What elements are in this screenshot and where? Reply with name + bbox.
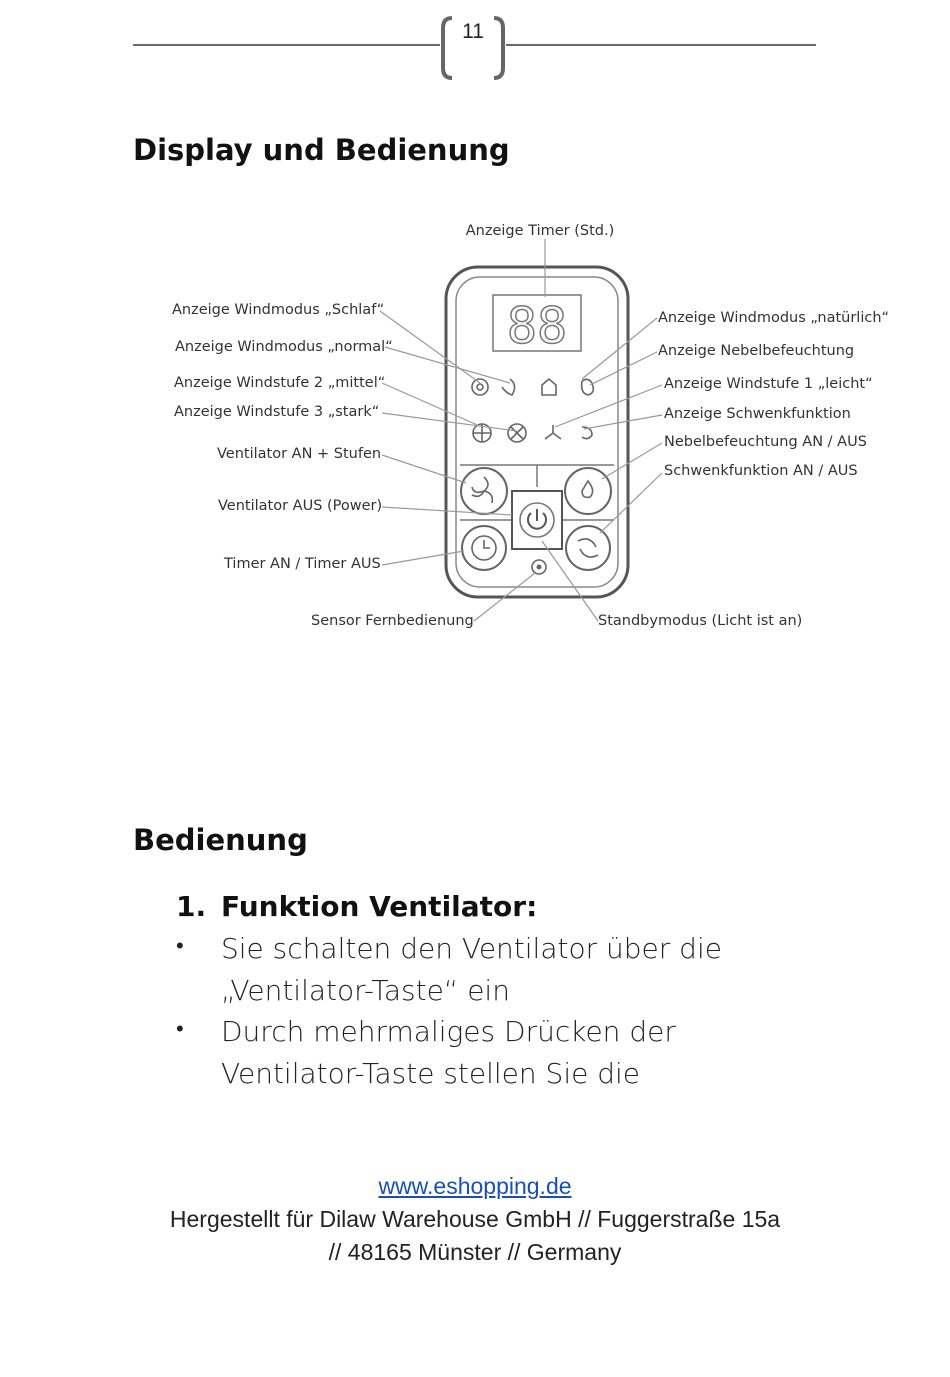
label-sensor: Sensor Fernbedienung [311, 613, 474, 629]
fan-button [461, 468, 507, 514]
footer-address-line-2: // 48165 Münster // Germany [328, 1239, 622, 1265]
list-item-text: Durch mehrmaliges Drücken der Ventilator-Taste stellen Sie die [221, 1015, 676, 1090]
svg-text:88: 88 [506, 297, 568, 355]
swing-button [566, 526, 610, 570]
label-timer-button: Timer AN / Timer AUS [224, 556, 381, 572]
label-fan-speed-3: Anzeige Windstufe 3 „stark“ [174, 404, 380, 420]
label-swing-indicator: Anzeige Schwenkfunktion [664, 406, 851, 422]
label-timer: Anzeige Timer (Std.) [465, 223, 615, 239]
bullet-icon: • [176, 934, 184, 959]
label-natural-mode: Anzeige Windmodus „natürlich“ [658, 310, 890, 326]
timer-button [462, 526, 506, 570]
label-fan-speed-1: Anzeige Windstufe 1 „leicht“ [664, 376, 873, 392]
list-item-text: Sie schalten den Ventilator über die „Ventilator-Taste“ ein [221, 932, 722, 1007]
footer-address-line-1: Hergestellt für Dilaw Warehouse GmbH // Fuggerstraße 15a [169, 1206, 781, 1232]
section-title-display: Display und Bedienung [133, 133, 510, 167]
bullet-icon: • [176, 1017, 184, 1042]
section-title-operation: Bedienung [133, 823, 308, 857]
control-panel-diagram [170, 215, 890, 635]
list-number: 1. [176, 890, 207, 923]
footer [0, 1170, 950, 1269]
humidify-button [565, 468, 611, 514]
label-swing-button: Schwenkfunktion AN / AUS [664, 463, 858, 479]
page-number: 11 [462, 20, 484, 43]
footer-link[interactable]: www.eshopping.de [378, 1173, 572, 1199]
label-standby: Standbymodus (Licht ist an) [598, 613, 803, 629]
label-normal-mode: Anzeige Windmodus „normal“ [175, 339, 393, 355]
label-humidify-button: Nebelbefeuchtung AN / AUS [664, 434, 867, 450]
label-fan-speed-2: Anzeige Windstufe 2 „mittel“ [174, 375, 386, 391]
label-humidify-indicator: Anzeige Nebelbefeuchtung [658, 343, 855, 359]
label-sleep-mode: Anzeige Windmodus „Schlaf“ [172, 302, 385, 318]
timer-display [493, 295, 581, 355]
label-fan-on: Ventilator AN + Stufen [217, 446, 382, 462]
list-heading-text: Funktion Ventilator: [221, 890, 538, 923]
power-button [512, 491, 562, 549]
label-fan-off: Ventilator AUS (Power) [218, 498, 383, 514]
